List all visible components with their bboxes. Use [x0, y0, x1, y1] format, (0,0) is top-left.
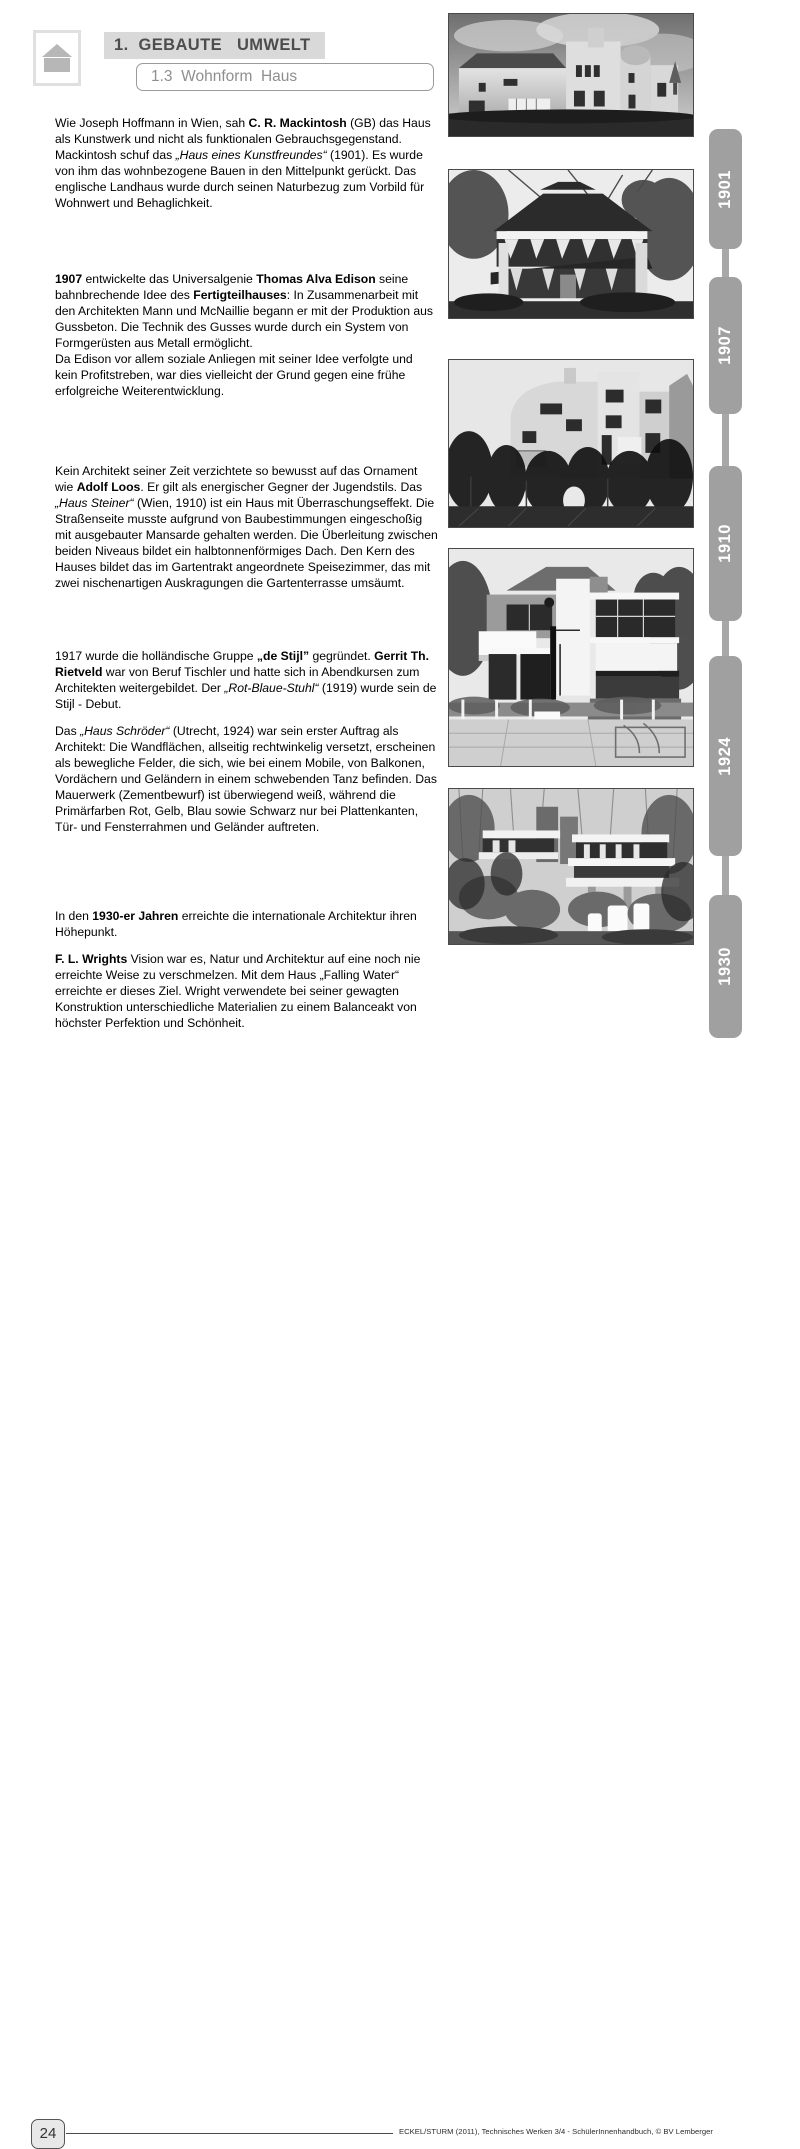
footer-credit: ECKEL/STURM (2011), Technisches Werken 3/4 - SchülerInnenhandbuch, © BV Lemberger — [399, 2127, 713, 2136]
italic-run: „Rot-Blaue-Stuhl“ — [224, 681, 319, 696]
section-text-1901 — [55, 115, 438, 211]
text-run: (1901). Es wurde von ihm das wohnbezogene Bauen in den Mittelpunkt gerückt. Das englische Landhaus wurde durch seinen Naturbezug zum Vorbild für Wohnwert und Behaglichkeit. — [55, 148, 425, 211]
section-photo-1910 — [448, 359, 694, 528]
text-run: In den — [55, 909, 93, 923]
paragraph — [55, 648, 438, 712]
bold-run: Gerrit Th. Rietveld — [55, 649, 429, 680]
italic-run: „Haus Schröder“ — [80, 724, 170, 739]
house-roof-shape — [42, 44, 72, 57]
italic-run: „Haus Steiner“ — [55, 496, 134, 511]
text-run: Das — [55, 724, 81, 739]
text-run: gegründet. — [309, 649, 375, 663]
text-run: (Utrecht, 1924) war sein erster Auftrag als Architekt: Die Wandflächen, allseitig rechtwinkelig versetzt, erscheinen als bewegliche Felder, die sich, wie bei einem Mobile, von Balkonen, Vordächern und Geländern in einem schwebenden Tanz befinden. Das Mauerwerk (Zementbewurf) ist überwiegend weiß, während die Primärfarben Rot, Gelb, Blau sowie Schwarz nur bei Plattenkanten, Tür- und Fensterrahmen und Geländer auftreten. — [55, 724, 437, 835]
text-run: Vision war es, Natur und Architektur auf eine noch nie erreichte Weise zu verschmelzen. Mit dem Haus „Falling Water“ erreichte er dieses Ziel. Wright verwendete bei seiner gewagten Konstruktion unterschiedliche Materialien zu einem Balanceakt von höchster Perfektion und Schönheit. — [55, 952, 421, 1031]
section-text-1924 — [55, 648, 438, 836]
text-run: Wie Joseph Hoffmann in Wien, sah — [55, 116, 249, 130]
text-run: 1917 wurde die holländische Gruppe — [55, 649, 257, 663]
paragraph — [55, 271, 438, 399]
section-text-1930 — [55, 908, 438, 1031]
paragraph — [55, 951, 438, 1031]
timeline-node-1930 — [709, 895, 742, 1038]
bold-run: 1907 — [55, 272, 83, 286]
page-number-badge: 24 — [31, 2119, 65, 2149]
bold-run: Thomas Alva Edison — [256, 272, 376, 286]
text-run: (Wien, 1910) ist ein Haus mit Überraschungseffekt. Die Straßenseite musste aufgrund von Baubestimmungen eingeschoßig mit ausgebauter Mansarde gehalten werden. Die Überleitung zwischen beiden Niveaus bildet ein halbtonnenförmiges Dach. Den Kern des Hauses bildet das im Gartentrakt angeordnete Speisezimmer, das mit zwei nischenartigen Auskragungen die Gartenterrasse umsäumt. — [55, 496, 438, 591]
house-icon — [42, 44, 72, 72]
bold-run: Adolf Loos — [76, 480, 141, 495]
timeline-year-label: 1910 — [716, 524, 734, 563]
text-run: Da Edison vor allem soziale Anliegen mit seiner Idee verfolgte und kein Profitstreben, war dies vielleicht der Grund gegen eine frühe erfolgreiche Weiterentwicklung. — [55, 352, 413, 399]
timeline-connector — [722, 414, 729, 466]
paragraph — [55, 908, 438, 940]
house-body-shape — [44, 58, 70, 72]
timeline-node-1901 — [709, 129, 742, 249]
timeline-node-1910 — [709, 466, 742, 621]
timeline-year-label: 1907 — [716, 326, 734, 365]
timeline-year-label: 1930 — [716, 947, 734, 986]
section-text-1910 — [55, 463, 438, 591]
paragraph — [55, 463, 438, 591]
text-run: erreichte die internationale Architektur ihren Höhepunkt. — [55, 909, 417, 940]
italic-run: „Haus eines Kunstfreundes“ — [175, 148, 327, 163]
footer-divider — [66, 2133, 393, 2134]
section-title: 1.3 Wohnform Haus — [136, 63, 434, 91]
bold-run: 1930-er Jahren — [92, 909, 179, 923]
text-run: . Er gilt als energischer Gegner der Jugendstils. Das — [140, 480, 423, 495]
section-photo-1930 — [448, 788, 694, 945]
bold-run: C. R. Mackintosh — [248, 116, 347, 130]
section-photo-1924 — [448, 548, 694, 767]
timeline-node-1907 — [709, 277, 742, 414]
timeline-connector — [722, 856, 729, 895]
chapter-logo — [33, 30, 81, 86]
text-run: seine bahnbrechende Idee des — [55, 272, 409, 303]
bold-run: F. L. Wrights — [55, 952, 128, 967]
text-run: (1919) wurde sein de Stijl - Debut. — [55, 681, 437, 712]
section-text-1907 — [55, 271, 438, 399]
text-run: entwickelte das Universalgenie — [82, 272, 257, 286]
paragraph — [55, 115, 438, 211]
text-run: : In Zusammenarbeit mit den Architekten Mann und McNaillie begann er mit der Produktion aus Gussbeton. Die Technik des Gusses wurde durch ein System von Formgerüsten aus Metall ermöglicht. — [55, 288, 434, 351]
text-run: Kein Architekt seiner Zeit verzichtete so bewusst auf das Ornament wie — [55, 464, 418, 495]
section-photo-1907 — [448, 169, 694, 319]
section-photo-1901 — [448, 13, 694, 137]
bold-run: Fertigteilhauses — [193, 288, 287, 303]
page-footer — [0, 1055, 800, 2142]
chapter-title: 1. GEBAUTE UMWELT — [104, 32, 325, 59]
timeline-connector — [722, 249, 729, 277]
timeline-node-1924 — [709, 656, 742, 856]
timeline-year-label: 1924 — [716, 736, 734, 776]
bold-run: „de Stijl” — [256, 649, 310, 663]
text-run: war von Beruf Tischler und hatte sich in Abendkursen zum Architekten weitergebildet. Der — [55, 665, 420, 696]
timeline-connector — [722, 621, 729, 656]
timeline-year-label: 1901 — [716, 169, 734, 209]
paragraph — [55, 723, 438, 835]
text-run: (GB) das Haus als Kunstwerk und nicht als funktionalen Gebrauchsgegenstand. Mackintosh schuf das — [55, 116, 431, 163]
